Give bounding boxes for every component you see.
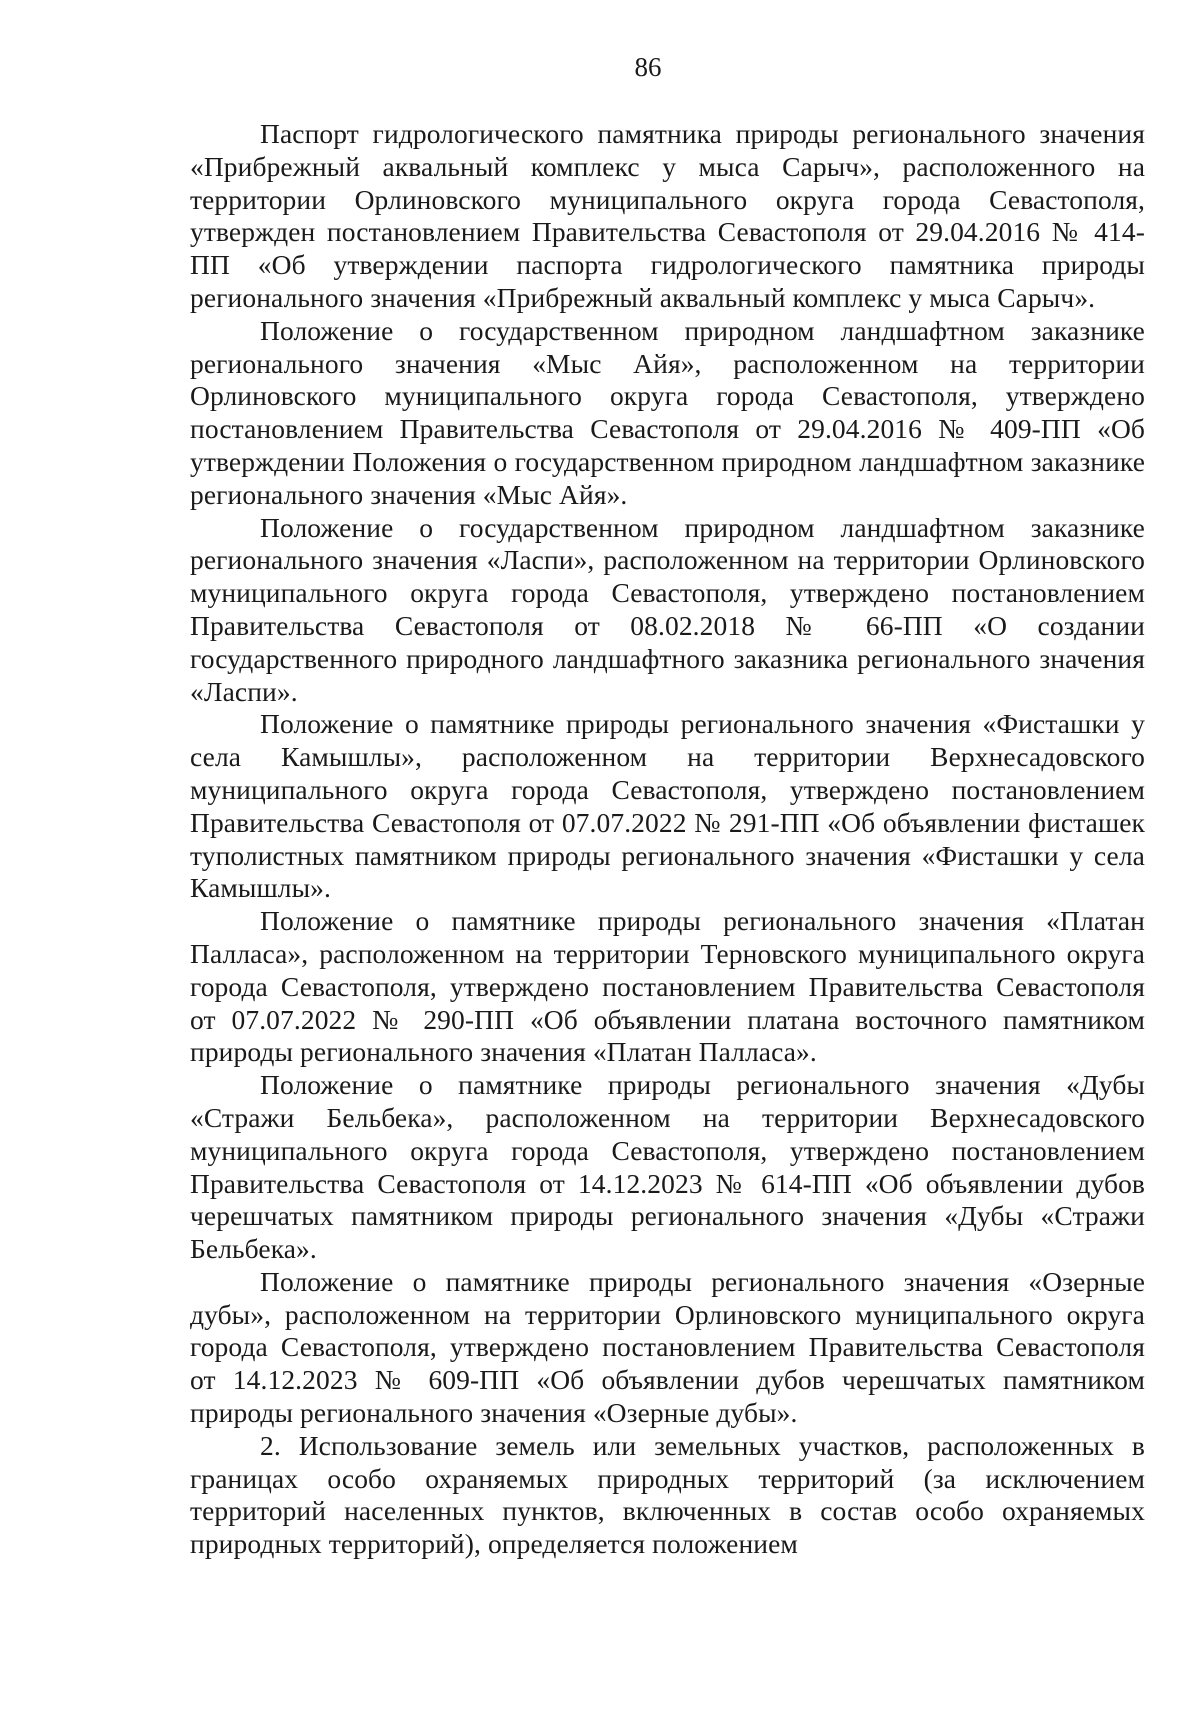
paragraph-pistachios-kamyshly: Положение о памятнике природы регионального значения «Фисташки у села Камышлы», расположенном на территории Верхнесадовского муниципального округа города Севастополя, утверждено постановлением Правительства Севастополя от 07.07.2022 № 291-ПП «Об объявлении фисташек туполистных памятником природы регионального значения «Фисташки у села Камышлы». [190,708,1145,904]
paragraph-ozernye-duby: Положение о памятнике природы регионального значения «Озерные дубы», расположенном на территории Орлиновского муниципального округа города Севастополя, утверждено постановлением Правительства Севастополя от 14.12.2023 № 609-ПП «Об объявлении дубов черешчатых памятником природы регионального значения «Озерные дубы». [190,1265,1145,1429]
paragraph-oaks-belbek: Положение о памятнике природы регионального значения «Дубы «Стражи Бельбека», расположенном на территории Верхнесадовского муниципального округа города Севастополя, утверждено постановлением Правительства Севастополя от 14.12.2023 № 614-ПП «Об объявлении дубов черешчатых памятником природы регионального значения «Дубы «Стражи Бельбека». [190,1069,1145,1265]
paragraph-platan-pallasa: Положение о памятнике природы регионального значения «Платан Палласа», расположенном на территории Терновского муниципального округа города Севастополя, утверждено постановлением Правительства Севастополя от 07.07.2022 № 290-ПП «Об объявлении платана восточного памятником природы регионального значения «Платан Палласа». [190,905,1145,1068]
paragraph-land-use: 2. Использование земель или земельных участков, расположенных в границах особо охраняемых природных территорий (за исключением территорий населенных пунктов, включенных в состав особо охраняемых природных территорий), определяется положением [190,1429,1145,1560]
paragraph-sarych-passport: Паспорт гидрологического памятника природы регионального значения «Прибрежный аквальный комплекс у мыса Сарыч», расположенного на территории Орлиновского муниципального округа города Севастополя, утвержден постановлением Правительства Севастополя от 29.04.2016 № 414-ПП «Об утверждении паспорта гидрологического памятника природы регионального значения «Прибрежный аквальный комплекс у мыса Сарыч». [190,118,1145,313]
paragraph-mys-aiya: Положение о государственном природном ландшафтном заказнике регионального значения «Мыс Айя», расположенном на территории Орлиновского муниципального округа города Севастополя, утверждено постановлением Правительства Севастополя от 29.04.2016 № 409-ПП «Об утверждении Положения о государственном природном ландшафтном заказнике регионального значения «Мыс Айя». [190,314,1145,510]
document-body [190,118,1145,1561]
page-number: 86 [634,52,662,82]
paragraph-laspi: Положение о государственном природном ландшафтном заказнике регионального значения «Ласпи», расположенном на территории Орлиновского муниципального округа города Севастополя, утверждено постановлением Правительства Севастополя от 08.02.2018 № 66-ПП «О создании государственного природного ландшафтного заказника регионального значения «Ласпи». [190,511,1145,707]
